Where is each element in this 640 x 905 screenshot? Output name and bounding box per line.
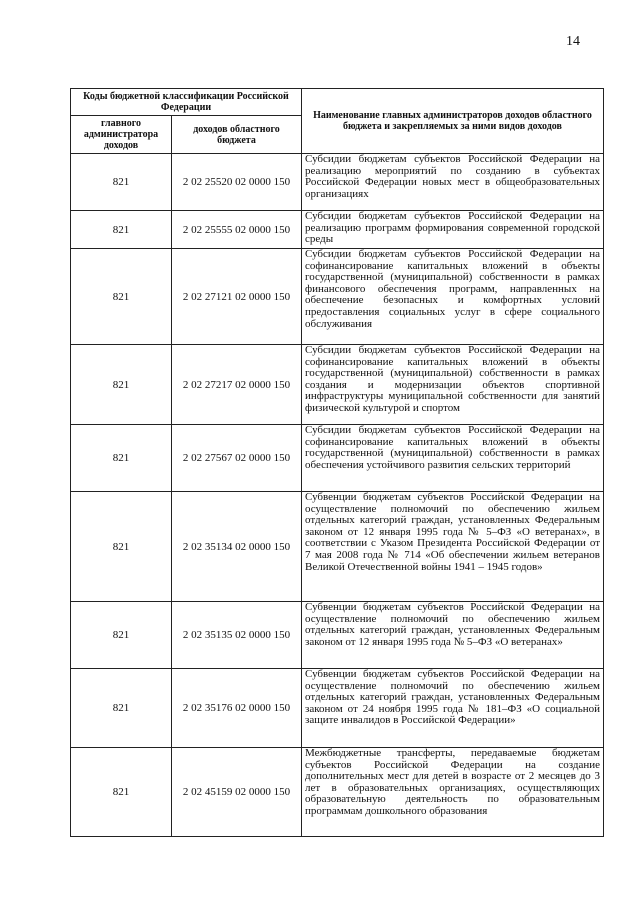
table-row: [71, 748, 604, 837]
admin-code-cell: 821: [71, 211, 172, 249]
income-name-cell: Субсидии бюджетам субъектов Российской Федерации на софинансирование капитальных вложений в объекты государственной (муниципальной) собственности в рамках финансового обеспечения программ, направленных на обеспечение безопасных и комфортных условий предоставления социальных услуг в сфере социального обслуживания: [302, 249, 604, 345]
income-name-cell: Субвенции бюджетам субъектов Российской Федерации на осуществление полномочий по обеспечению жильем отдельных категорий граждан, установленных Федеральным законом от 12 января 1995 года № 5–ФЗ «О ветеранах», в соответствии с Указом Президента Российской Федерации от 7 мая 2008 года № 714 «Об обеспечении жильем ветеранов Великой Отечественной войны 1941 – 1945 годов»: [302, 492, 604, 602]
income-name-cell: Субсидии бюджетам субъектов Российской Федерации на реализацию программ формирования современной городской среды: [302, 211, 604, 249]
admin-code-cell: 821: [71, 345, 172, 425]
table-row: [71, 602, 604, 669]
budget-codes-table: [70, 88, 604, 837]
table-row: [71, 211, 604, 249]
page-number: 14: [566, 34, 580, 49]
admin-code-cell: 821: [71, 669, 172, 748]
table-row: [71, 249, 604, 345]
income-code-cell: 2 02 25555 02 0000 150: [172, 211, 302, 249]
income-name-cell: Субвенции бюджетам субъектов Российской Федерации на осуществление полномочий по обеспечению жильем отдельных категорий граждан, установленных Федеральным законом от 12 января 1995 года № 5–ФЗ «О ветеранах»: [302, 602, 604, 669]
admin-code-cell: 821: [71, 249, 172, 345]
table-row: [71, 425, 604, 492]
income-code-cell: 2 02 27217 02 0000 150: [172, 345, 302, 425]
income-name-cell: Межбюджетные трансферты, передаваемые бюджетам субъектов Российской Федерации на создание дополнительных мест для детей в возрасте от 2 месяцев до 3 лет в образовательных организациях, осуществляющих образовательную деятельность по образовательным программам дошкольного образования: [302, 748, 604, 837]
income-code-cell: 2 02 35134 02 0000 150: [172, 492, 302, 602]
income-code-cell: 2 02 35176 02 0000 150: [172, 669, 302, 748]
admin-code-cell: 821: [71, 492, 172, 602]
admin-code-cell: 821: [71, 748, 172, 837]
header-admin-column: главного администратора доходов: [71, 116, 172, 154]
table-row: [71, 345, 604, 425]
income-code-cell: 2 02 25520 02 0000 150: [172, 154, 302, 211]
header-codes-group: Коды бюджетной классификации Российской Федерации: [71, 89, 302, 116]
income-name-cell: Субсидии бюджетам субъектов Российской Федерации на реализацию мероприятий по созданию в субъектах Российской Федерации новых мест в общеобразовательных организациях: [302, 154, 604, 211]
table-row: [71, 669, 604, 748]
admin-code-cell: 821: [71, 425, 172, 492]
income-code-cell: 2 02 35135 02 0000 150: [172, 602, 302, 669]
table-row: [71, 492, 604, 602]
income-code-cell: 2 02 27121 02 0000 150: [172, 249, 302, 345]
table-row: [71, 154, 604, 211]
income-name-cell: Субсидии бюджетам субъектов Российской Федерации на софинансирование капитальных вложений в объекты государственной (муниципальной) собственности в рамках обеспечения устойчивого развития сельских территорий: [302, 425, 604, 492]
header-name-column: Наименование главных администраторов доходов областного бюджета и закрепляемых за ними видов доходов: [302, 89, 604, 154]
income-name-cell: Субсидии бюджетам субъектов Российской Федерации на софинансирование капитальных вложений в объекты государственной (муниципальной) собственности в рамках создания и модернизации объектов спортивной инфраструктуры муниципальной собственности для занятий физической культурой и спортом: [302, 345, 604, 425]
income-code-cell: 2 02 45159 02 0000 150: [172, 748, 302, 837]
income-name-cell: Субвенции бюджетам субъектов Российской Федерации на осуществление полномочий по обеспечению жильем отдельных категорий граждан, установленных Федеральным законом от 24 ноября 1995 года № 181–ФЗ «О социальной защите инвалидов в Российской Федерации»: [302, 669, 604, 748]
admin-code-cell: 821: [71, 602, 172, 669]
admin-code-cell: 821: [71, 154, 172, 211]
header-income-column: доходов областного бюджета: [172, 116, 302, 154]
income-code-cell: 2 02 27567 02 0000 150: [172, 425, 302, 492]
